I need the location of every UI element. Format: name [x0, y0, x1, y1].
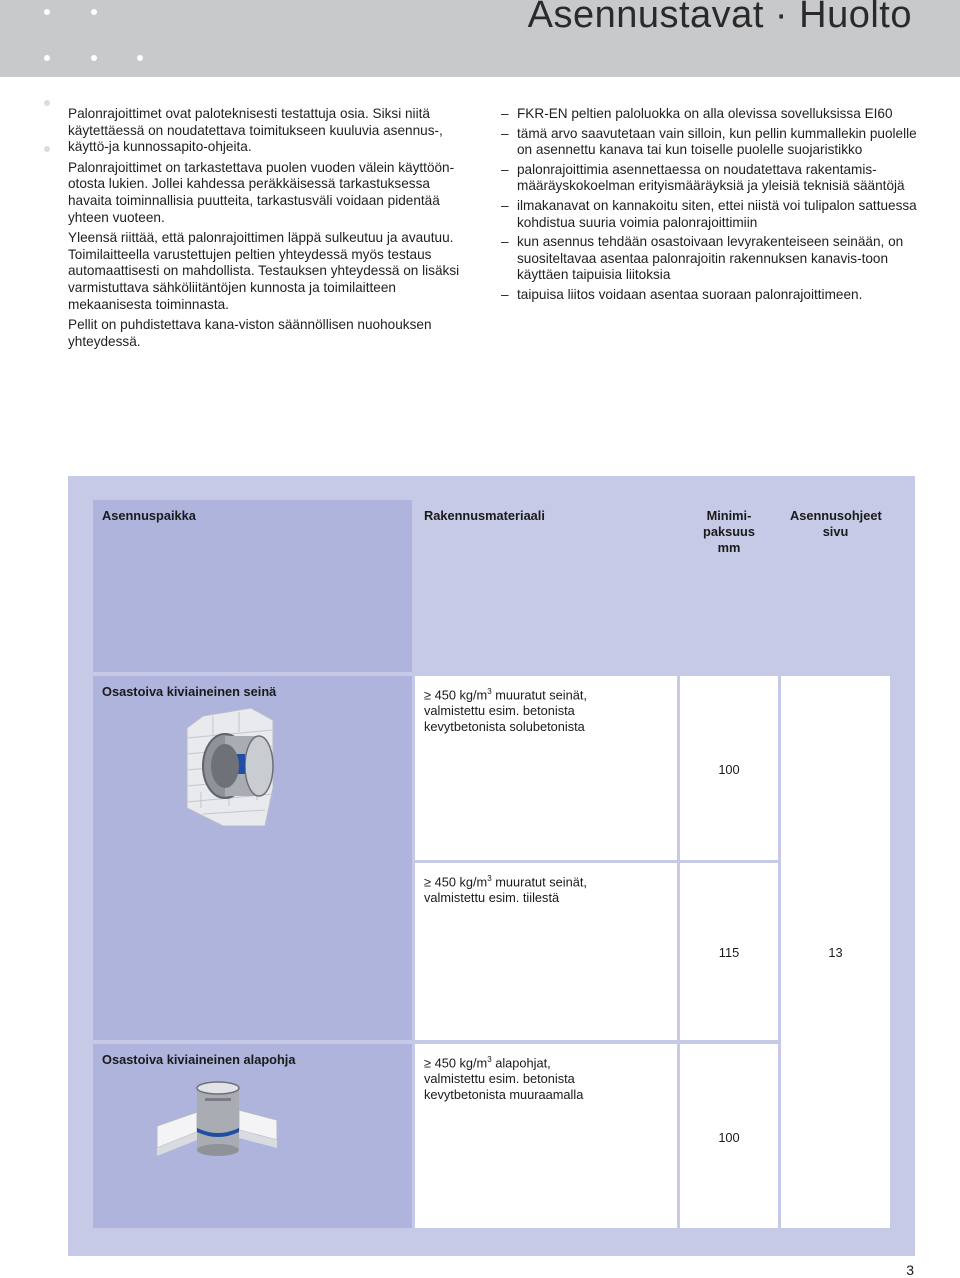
thickness-cell: 115: [680, 863, 778, 1040]
paragraph: Pellit on puhdistettava kana-viston säännöllisen nuohouksen yhteydessä.: [68, 317, 432, 349]
list-item: – ilmakanavat on kannakoitu siten, ettei niistä voi tulipalon sattuessa kohdistua suuria voimia palonrajoittimiin: [501, 197, 917, 230]
decor-dot: [91, 9, 97, 15]
wall-damper-illustration: [173, 708, 293, 826]
page-reference-cell: 13: [781, 676, 890, 1228]
page-title: Asennustavat · Huolto: [527, 0, 912, 36]
paragraph: Yleensä riittää, että palonrajoittimen läppä sulkeutuu ja avautuu. Toimilaitteella varustettujen peltien yhteydessä myös testaus automaattisesti on mahdollista. Testauksen yhteydessä on lisäksi varmistuttava sähköliitäntöjen kunnosta ja toimilaitteen mekaanisesta toiminnasta.: [68, 230, 460, 312]
decor-dot: [44, 9, 50, 15]
right-text-column: [501, 106, 921, 307]
left-text-column: [68, 106, 468, 354]
header-thickness: Minimi- paksuus mm: [680, 500, 778, 672]
header-place: Asennuspaikka: [93, 500, 412, 672]
header-band: [0, 0, 960, 77]
header-page: Asennusohjeet sivu: [781, 500, 890, 672]
decor-dot: [44, 146, 50, 152]
list-item: – kun asennus tehdään osastoivaan levyrakenteiseen seinään, on suositeltavaa asentaa palonrajoitin rakennuksen kanavis-toon käyttäen taipuisia liitoksia: [501, 234, 904, 283]
list-item: – tämä arvo saavutetaan vain silloin, kun pellin kummallekin puolelle on asennettu kanava tai kun toiselle puolelle suojaristikko: [501, 125, 917, 158]
header-material: Rakennusmateriaali: [415, 500, 677, 672]
decor-dot: [137, 55, 143, 61]
decor-dot: [91, 55, 97, 61]
paragraph: Palonrajoittimet on tarkastettava puolen vuoden välein käyttöön-otosta lukien. Jollei kahdessa peräkkäisessä tarkastuksessa havaita toiminnallisia puutteita, tarkastusväli voidaan pidentää yhteen vuoteen.: [68, 159, 455, 225]
list-item: – palonrajoittimia asennettaessa on noudatettava rakentamis-määräyskokoelman erityismääräyksiä ja yleisiä teknisiä sääntöjä: [501, 161, 905, 194]
floor-damper-illustration: [153, 1074, 283, 1174]
place-floor-cell: Osastoiva kiviaineinen alapohja: [93, 1044, 412, 1228]
paragraph: Palonrajoittimet ovat paloteknisesti testattuja osia. Siksi niitä käytettäessä on noudatettava toimitukseen kuuluvia asennus-, käyttö-ja kunnossapito-ohjeita.: [68, 106, 443, 155]
decor-dot: [44, 55, 50, 61]
thickness-cell: 100: [680, 676, 778, 860]
place-wall-cell: Osastoiva kiviaineinen seinä: [93, 676, 412, 1040]
decor-dot: [44, 100, 50, 106]
page-number: 3: [906, 1262, 914, 1278]
material-cell: ≥ 450 $kg/m^3$ muuratut seinät, valmistettu esim. tiilestä: [415, 863, 677, 1040]
thickness-cell: 100: [680, 1044, 778, 1228]
list-item: – taipuisa liitos voidaan asentaa suoraan palonrajoittimeen.: [501, 286, 863, 302]
material-cell: ≥ 450 $kg/m^3$ alapohjat, valmistettu esim. betonista kevytbetonista muuraamalla: [415, 1044, 677, 1228]
list-item: – FKR-EN peltien paloluokka on alla olevissa sovelluksissa EI60: [501, 106, 893, 121]
material-cell: ≥ 450 $kg/m^3$ muuratut seinät, valmistettu esim. betonista kevytbetonista solubetonista: [415, 676, 677, 860]
